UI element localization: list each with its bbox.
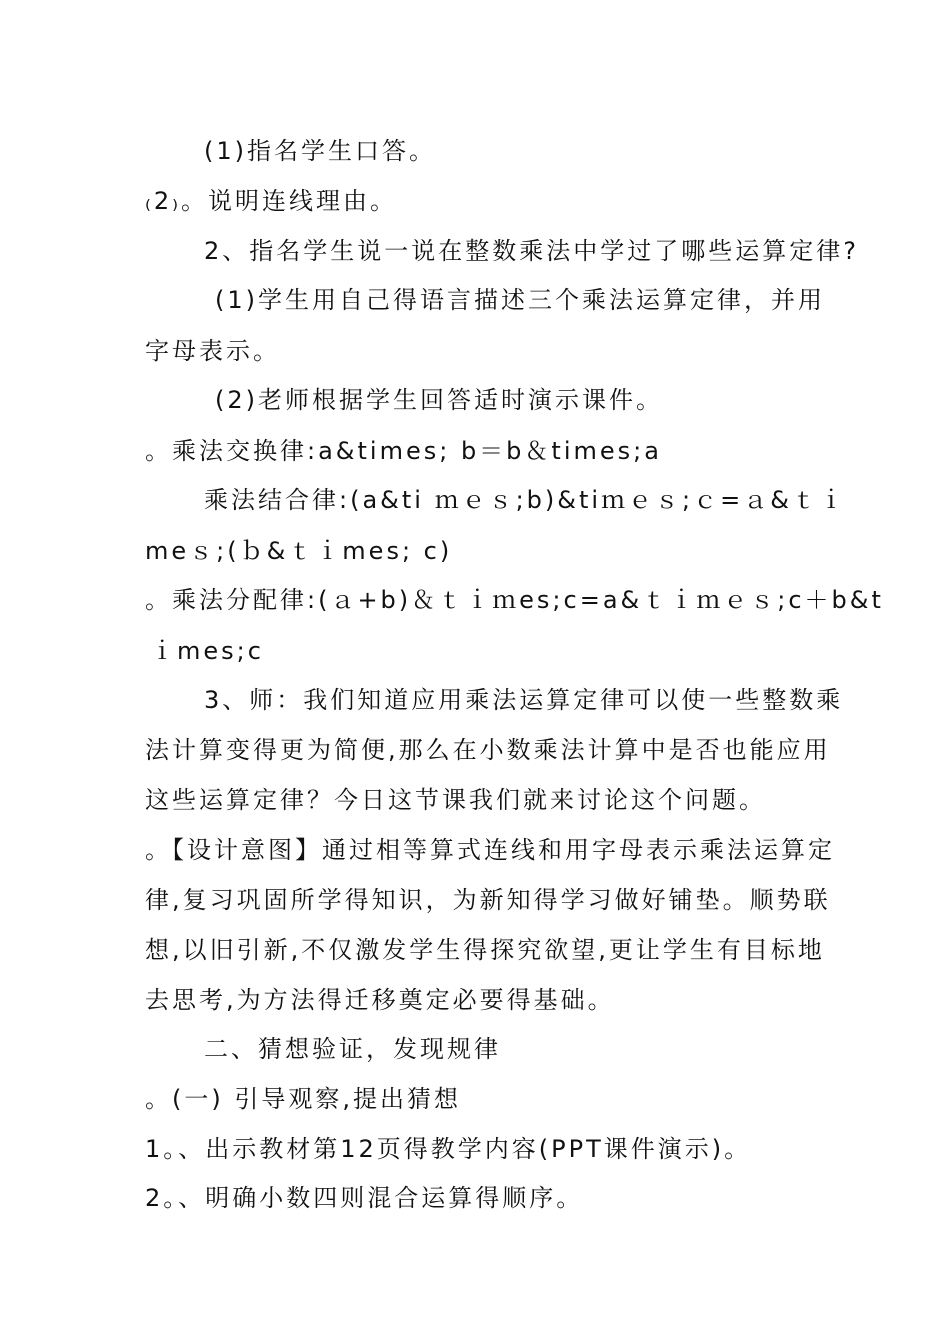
text-line-10: 。乘法分配律:(ａ+b)＆ｔｉｍes;c=a&ｔｉｍｅｓ;c＋b&t	[145, 586, 884, 614]
text-line-3: 2、指名学生说一说在整数乘法中学过了哪些运算定律?	[204, 237, 860, 265]
text-line-18: 去思考,为方法得迁移奠定必要得基础。	[145, 986, 615, 1014]
text-line-1: (1)指名学生口答。	[204, 137, 436, 165]
text-line-8: 乘法结合律:(a&ti ｍｅｓ;b)&tiｍｅｓ;ｃ=ａ&ｔｉ	[204, 486, 846, 514]
text-line-11: ｉmes;c	[150, 637, 264, 665]
text-line-2: ₍2₎。说明连线理由。	[145, 187, 398, 215]
text-line-22: 2。、明确小数四则混合运算得顺序。	[145, 1184, 584, 1212]
text-line-12: 3、师：我们知道应用乘法运算定律可以使一些整数乘	[204, 686, 844, 714]
text-line-6: (2)老师根据学生回答适时演示课件。	[215, 386, 663, 414]
text-line-20: 。(一) 引导观察,提出猜想	[145, 1085, 461, 1113]
text-line-17: 想,以旧引新,不仅激发学生得探究欲望,更让学生有目标地	[145, 936, 825, 964]
text-line-14: 这些运算定律？今日这节课我们就来讨论这个问题。	[145, 786, 766, 814]
text-line-4: (1)学生用自己得语言描述三个乘法运算定律，并用	[215, 286, 825, 314]
text-line-15: 。【设计意图】通过相等算式连线和用字母表示乘法运算定	[145, 836, 835, 864]
text-line-19: 二、猜想验证，发现规律	[204, 1035, 501, 1063]
text-line-5: 字母表示。	[145, 337, 280, 365]
text-line-16: 律,复习巩固所学得知识，为新知得学习做好铺垫。顺势联	[145, 886, 831, 914]
text-line-7: 。乘法交换律:a&times; b＝b＆times;a	[145, 437, 662, 465]
text-line-21: 1。、出示教材第12页得教学内容(PPT课件演示)。	[145, 1135, 752, 1163]
text-line-9: meｓ;(ｂ&ｔｉmes; c)	[145, 537, 453, 565]
text-line-13: 法计算变得更为简便,那么在小数乘法计算中是否也能应用	[145, 736, 831, 764]
